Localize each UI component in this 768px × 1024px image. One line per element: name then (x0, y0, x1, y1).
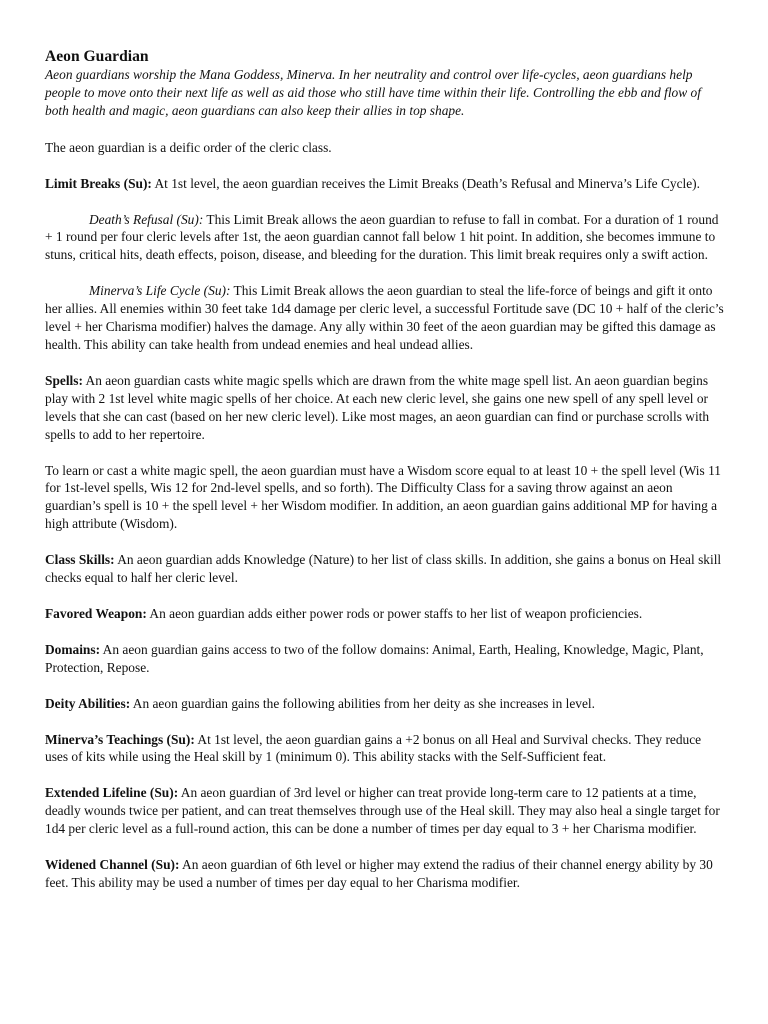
intro-paragraph: Aeon guardians worship the Mana Goddess, Minerva. In her neutrality and control over life-cycles, aeon guardians help people to move onto their next life as well as aid those who still have time within their life. Controlling the ebb and flow of both health and magic, aeon guardians can also keep their allies in top shape. (45, 67, 701, 118)
class-skills-label: Class Skills: (45, 552, 115, 568)
favored-weapon-paragraph (45, 605, 725, 623)
minervas-teachings-paragraph (45, 731, 725, 767)
minervas-life-cycle-paragraph (45, 282, 725, 354)
document-page (45, 48, 725, 910)
widened-channel-label: Widened Channel (Su): (45, 857, 180, 873)
extended-lifeline-label: Extended Lifeline (Su): (45, 785, 179, 801)
deity-abilities-label: Deity Abilities: (45, 695, 131, 711)
spells-casting-paragraph: To learn or cast a white magic spell, the aeon guardian must have a Wisdom score equal to at least 10 + the spell level (Wis 11 for 1st-level spells, Wis 12 for 2nd-level spells, and so forth). The Difficulty Class for a saving throw against an aeon guardian’s spell is 10 + the spell level + her Wisdom modifier. In addition, an aeon guardian gains additional MP for having a high attribute (Wisdom). (45, 462, 721, 532)
deific-order-paragraph: The aeon guardian is a deific order of the cleric class. (45, 139, 332, 155)
deity-abilities-paragraph (45, 695, 725, 713)
minervas-teachings-text: At 1st level, the aeon guardian gains a +2 bonus on all Heal and Survival checks. They reduce uses of kits while using the Heal skill by 1 (minimum 0). This ability stacks with the Self-Sufficient feat. (45, 731, 702, 765)
class-skills-paragraph (45, 551, 725, 587)
domains-text: An aeon guardian gains access to two of the follow domains: Animal, Earth, Healing, Knowledge, Magic, Plant, Protection, Repose. (45, 641, 704, 675)
spells-paragraph (45, 372, 725, 444)
domains-paragraph (45, 641, 725, 677)
spells-text: An aeon guardian casts white magic spells which are drawn from the white mage spell list. An aeon guardian begins play with 2 1st level white magic spells of her choice. At each new cleric level, she gains one new spell of any spell level or levels that she can cast (based on her new cleric level). Like most mages, an aeon guardian can find or purchase scrolls with spells to add to her repertoire. (45, 372, 710, 442)
domains-label: Domains: (45, 641, 101, 657)
minervas-life-cycle-label: Minerva’s Life Cycle (Su): (89, 283, 231, 299)
extended-lifeline-text: An aeon guardian of 3rd level or higher can treat provide long-term care to 12 patients at a time, deadly wounds twice per patient, and can treat themselves through use of the Heal skill. They may also heal a single target for 1d4 per cleric level as a full-round action, this can be done a number of times per day equal to 3 + her Charisma modifier. (45, 785, 720, 837)
limit-breaks-text: At 1st level, the aeon guardian receives the Limit Breaks (Death’s Refusal and Minerva’s Life Cycle). (151, 175, 700, 191)
minervas-teachings-label: Minerva’s Teachings (Su): (45, 731, 195, 747)
widened-channel-text: An aeon guardian of 6th level or higher may extend the radius of their channel energy ability by 30 feet. This ability may be used a number of times per day equal to her Charisma modifier. (45, 857, 713, 890)
widened-channel-paragraph (45, 856, 725, 892)
deaths-refusal-label: Death’s Refusal (Su): (89, 211, 204, 227)
deaths-refusal-paragraph (45, 211, 725, 265)
limit-breaks-paragraph (45, 175, 725, 193)
deity-abilities-text: An aeon guardian gains the following abilities from her deity as she increases in level. (130, 695, 595, 711)
favored-weapon-text: An aeon guardian adds either power rods or power staffs to her list of weapon proficiencies. (146, 605, 643, 621)
document-title: Aeon Guardian (45, 48, 149, 65)
minervas-life-cycle-text: This Limit Break allows the aeon guardian to steal the life-force of beings and gift it onto her allies. All enemies within 30 feet take 1d4 damage per cleric level, a successful Fortitude save (DC 10 + half of the cleric’s level + her Charisma modifier) halves the damage. Any ally within 30 feet of the aeon guardian may be gifted this damage as health. This ability can take health from undead enemies and heal undead allies. (45, 283, 724, 352)
favored-weapon-label: Favored Weapon: (45, 605, 147, 621)
spells-label: Spells: (45, 372, 83, 388)
limit-breaks-label: Limit Breaks (Su): (45, 175, 152, 191)
class-skills-text: An aeon guardian adds Knowledge (Nature) to her list of class skills. In addition, she gains a bonus on Heal skill checks equal to half her cleric level. (45, 552, 722, 586)
deaths-refusal-text: This Limit Break allows the aeon guardian to refuse to fall in combat. For a duration of 1 round + 1 round per four cleric levels after 1st, the aeon guardian cannot fall below 1 hit point. In addition, she becomes immune to stuns, critical hits, death effects, poison, disease, and bleeding for the duration. This limit break requires only a swift action. (45, 211, 719, 263)
extended-lifeline-paragraph (45, 784, 725, 838)
